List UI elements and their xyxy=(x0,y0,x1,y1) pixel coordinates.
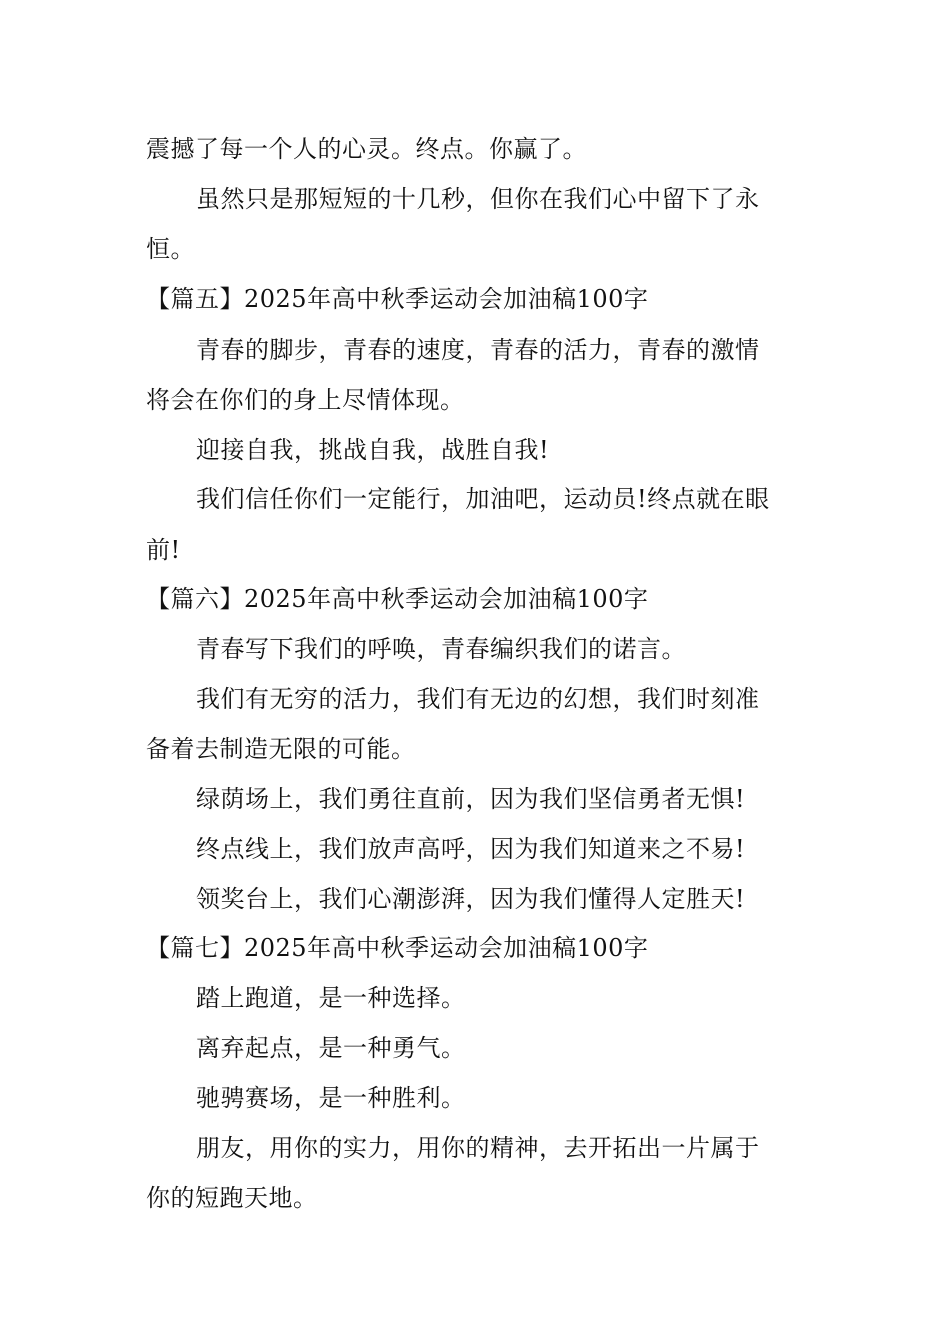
paragraph-line: 备着去制造无限的可能。 xyxy=(146,735,416,763)
paragraph-line: 你的短跑天地。 xyxy=(146,1184,318,1212)
paragraph-line: 我们信任你们一定能行，加油吧，运动员!终点就在眼 xyxy=(196,485,770,513)
paragraph-line: 恒。 xyxy=(146,235,195,263)
paragraph-line: 终点线上，我们放声高呼，因为我们知道来之不易! xyxy=(196,835,746,863)
paragraph-line: 领奖台上，我们心潮澎湃，因为我们懂得人定胜天! xyxy=(196,885,746,913)
paragraph-line: 迎接自我，挑战自我，战胜自我! xyxy=(196,436,550,464)
paragraph-line: 朋友，用你的实力，用你的精神，去开拓出一片属于 xyxy=(196,1134,760,1162)
paragraph-line: 我们有无穷的活力，我们有无边的幻想，我们时刻准 xyxy=(196,685,760,713)
paragraph-line: 震撼了每一个人的心灵。终点。你赢了。 xyxy=(146,135,587,163)
paragraph-line: 青春的脚步，青春的速度，青春的活力，青春的激情 xyxy=(196,336,760,364)
paragraph-line: 绿荫场上，我们勇往直前，因为我们坚信勇者无惧! xyxy=(196,785,746,813)
paragraph-line: 虽然只是那短短的十几秒，但你在我们心中留下了永 xyxy=(196,185,760,213)
paragraph-line: 踏上跑道，是一种选择。 xyxy=(196,984,466,1012)
paragraph-line: 离弃起点，是一种勇气。 xyxy=(196,1034,466,1062)
section-heading: 【篇七】2025年高中秋季运动会加油稿100字 xyxy=(146,934,649,962)
paragraph-line: 将会在你们的身上尽情体现。 xyxy=(146,386,465,414)
paragraph-line: 前! xyxy=(146,536,181,564)
section-heading: 【篇六】2025年高中秋季运动会加油稿100字 xyxy=(146,585,649,613)
section-heading: 【篇五】2025年高中秋季运动会加油稿100字 xyxy=(146,285,649,313)
paragraph-line: 驰骋赛场，是一种胜利。 xyxy=(196,1084,466,1112)
paragraph-line: 青春写下我们的呼唤，青春编织我们的诺言。 xyxy=(196,635,686,663)
